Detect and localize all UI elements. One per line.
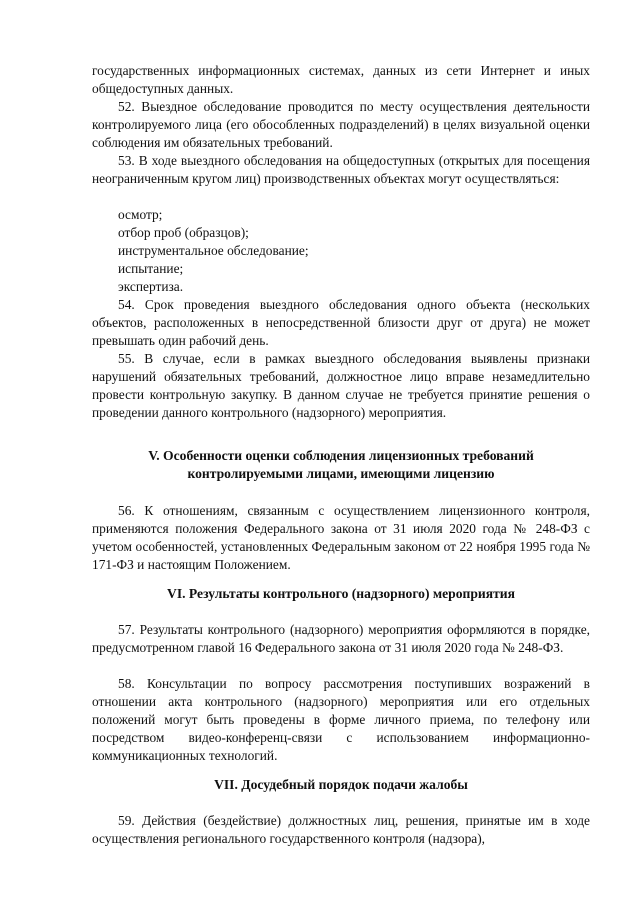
list-item-sampling: отбор проб (образцов); — [118, 225, 249, 240]
paragraph-58: 58. Консультации по вопросу рассмотрения поступивших возражений в отношении акта контрольного (надзорного) мероприятия или его отдельных положений могут быть проведены в форме личного приема, по телефону или посредством видео-конференц-связи с использованием информационно-коммуникационных технологий. — [92, 676, 590, 764]
paragraph-51-continuation: государственных информационных системах, данных из сети Интернет и иных общедоступных данных. — [92, 63, 590, 97]
list-item-testing: испытание; — [118, 261, 184, 276]
paragraph-57: 57. Результаты контрольного (надзорного) мероприятия оформляются в порядке, предусмотренном главой 16 Федерального закона от 31 июля 2020 года № 248-ФЗ. — [92, 622, 590, 656]
paragraph-56: 56. К отношениям, связанным с осуществлением лицензионного контроля, применяются положения Федерального закона от 31 июля 2020 года № 248-ФЗ с учетом особенностей, установленных Федеральным законом от 22 ноября 1995 года № 171-ФЗ и настоящим Положением. — [92, 503, 590, 573]
section-5-heading-line-1: V. Особенности оценки соблюдения лицензионных требований — [148, 448, 534, 463]
paragraph-53: 53. В ходе выездного обследования на общедоступных (открытых для посещения неограниченным кругом лиц) производственных объектах могут осуществляться: — [92, 153, 590, 187]
section-7-heading: VII. Досудебный порядок подачи жалобы — [214, 777, 468, 792]
list-item-inspection: осмотр; — [118, 207, 163, 222]
paragraph-59: 59. Действия (бездействие) должностных лиц, решения, принятые им в ходе осуществления регионального государственного контроля (надзора), — [92, 813, 590, 847]
list-item-instrumental: инструментальное обследование; — [118, 243, 309, 258]
section-5-heading-line-2: контролируемыми лицами, имеющими лицензию — [187, 466, 495, 481]
section-6-heading: VI. Результаты контрольного (надзорного) мероприятия — [167, 586, 515, 601]
paragraph-55: 55. В случае, если в рамках выездного обследования выявлены признаки нарушений обязательных требований, должностное лицо вправе незамедлительно провести контрольную закупку. В данном случае не требуется принятие решения о проведении данного контрольного (надзорного) мероприятия. — [92, 351, 590, 421]
list-item-expertise: экспертиза. — [118, 279, 184, 294]
paragraph-52: 52. Выездное обследование проводится по месту осуществления деятельности контролируемого лица (его обособленных подразделений) в целях визуальной оценки соблюдения им обязательных требований. — [92, 99, 590, 151]
paragraph-54: 54. Срок проведения выездного обследования одного объекта (нескольких объектов, расположенных в непосредственной близости друг от друга) не может превышать один рабочий день. — [92, 297, 590, 349]
